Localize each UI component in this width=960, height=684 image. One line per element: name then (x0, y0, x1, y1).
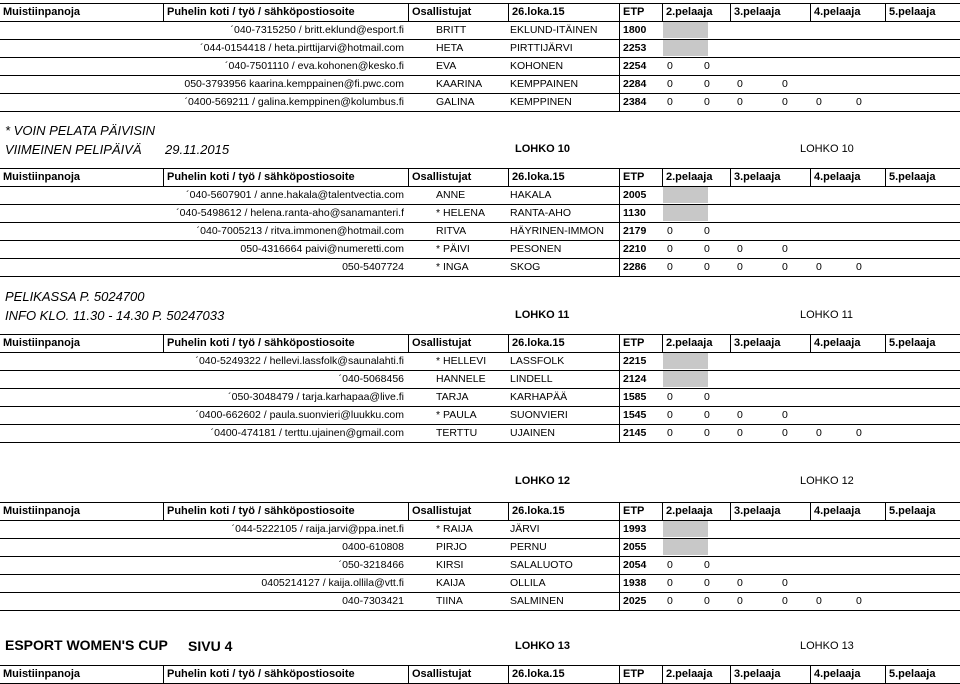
contact-cell: ´040-7005213 / ritva.immonen@hotmail.com (196, 225, 404, 237)
score-cell: 0 (816, 96, 822, 108)
first-name-cell: EVA (436, 60, 457, 72)
player-row[interactable] (0, 424, 960, 443)
header-row (0, 665, 960, 684)
notes-voin: * VOIN PELATA PÄIVISIN (5, 123, 156, 138)
first-name-cell: TARJA (436, 391, 469, 403)
score-cell: 0 (782, 243, 788, 255)
last-name-cell: EKLUND-ITÄINEN (510, 24, 598, 36)
header-p4: 4.pelaaja (810, 335, 885, 352)
header-osallistujat: Osallistujat (408, 503, 508, 520)
etp-cell: 1938 (619, 574, 666, 592)
score-cell: 0 (816, 261, 822, 273)
etp-cell: 1545 (619, 406, 666, 424)
contact-cell: ´044-5222105 / raija.jarvi@ppa.inet.fi (231, 523, 404, 535)
header-etp: ETP (619, 4, 662, 21)
header-puhelin: Puhelin koti / työ / sähköpostiosoite (163, 666, 408, 683)
player-row[interactable] (0, 57, 960, 76)
header-p2: 2.pelaaja (662, 503, 730, 520)
last-name-cell: OLLILA (510, 577, 546, 589)
etp-cell: 2253 (619, 39, 666, 57)
header-osallistujat: Osallistujat (408, 666, 508, 683)
score-cell: 0 (704, 427, 710, 439)
score-cell: 0 (856, 595, 862, 607)
lohko-label-right: LOHKO 13 (800, 640, 854, 652)
notes-pelikassa: PELIKASSA P. 5024700 (5, 289, 145, 304)
contact-cell: ´0400-474181 / terttu.ujainen@gmail.com (210, 427, 404, 439)
etp-cell: 1130 (619, 204, 666, 222)
first-name-cell: * PAULA (436, 409, 477, 421)
first-name-cell: PIRJO (436, 541, 467, 553)
header-muistiinpanoja: Muistiinpanoja (3, 337, 80, 349)
header-p5: 5.pelaaja (885, 4, 960, 21)
contact-cell: 0405214127 / kaija.ollila@vtt.fi (261, 577, 404, 589)
etp-cell: 2215 (619, 352, 666, 370)
score-cell: 0 (704, 261, 710, 273)
score-cell: 0 (704, 60, 710, 72)
header-etp: ETP (619, 335, 662, 352)
notes-viimeinen-label: VIIMEINEN PELIPÄIVÄ (5, 142, 142, 157)
first-name-cell: ANNE (436, 189, 466, 201)
contact-cell: ´040-5607901 / anne.hakala@talentvectia.com (186, 189, 404, 201)
etp-cell: 2055 (619, 538, 666, 556)
etp-cell: 2210 (619, 240, 666, 258)
lohko-label: LOHKO 12 (515, 475, 571, 487)
score-cell: 0 (667, 96, 673, 108)
last-name-cell: KOHONEN (510, 60, 564, 72)
last-name-cell: LASSFOLK (510, 355, 565, 367)
last-name-cell: SALALUOTO (510, 559, 573, 571)
score-cell: 0 (737, 409, 743, 421)
header-osallistujat: Osallistujat (408, 4, 508, 21)
etp-cell: 2145 (619, 424, 666, 442)
header-date: 26.loka.15 (508, 4, 619, 21)
header-p3: 3.pelaaja (730, 4, 810, 21)
contact-cell: ´040-7501110 / eva.kohonen@kesko.fi (225, 60, 404, 72)
doc-title: ESPORT WOMEN'S CUP (5, 637, 168, 653)
lohko-label-right: LOHKO 12 (800, 475, 854, 487)
score-cell: 0 (704, 559, 710, 571)
lohko-label-right: LOHKO 11 (800, 309, 853, 321)
score-cell: 0 (737, 243, 743, 255)
first-name-cell: * HELLEVI (436, 355, 487, 367)
first-name-cell: TERTTU (436, 427, 478, 439)
etp-cell: 2005 (619, 186, 666, 204)
header-p5: 5.pelaaja (885, 666, 960, 683)
score-cell: 0 (704, 409, 710, 421)
header-p2: 2.pelaaja (662, 666, 730, 683)
score-cell: 0 (667, 391, 673, 403)
empty-score-shade (663, 22, 708, 38)
last-name-cell: PIRTTIJÄRVI (510, 42, 573, 54)
lohko-label: LOHKO 10 (515, 143, 571, 155)
last-name-cell: UJAINEN (510, 427, 555, 439)
first-name-cell: * INGA (436, 261, 469, 273)
etp-cell: 1800 (619, 21, 666, 39)
etp-cell: 2284 (619, 75, 666, 93)
etp-cell: 2254 (619, 57, 666, 75)
score-cell: 0 (856, 96, 862, 108)
first-name-cell: * PÄIVI (436, 243, 470, 255)
first-name-cell: KAARINA (436, 78, 483, 90)
score-cell: 0 (856, 261, 862, 273)
player-row[interactable] (0, 93, 960, 112)
header-p2: 2.pelaaja (662, 335, 730, 352)
first-name-cell: * RAIJA (436, 523, 473, 535)
contact-cell: 0400-610808 (342, 541, 404, 553)
score-cell: 0 (737, 78, 743, 90)
player-row[interactable] (0, 258, 960, 277)
empty-score-shade (663, 205, 708, 221)
first-name-cell: HANNELE (436, 373, 486, 385)
header-puhelin: Puhelin koti / työ / sähköpostiosoite (163, 4, 408, 21)
player-row[interactable] (0, 240, 960, 259)
lohko-label: LOHKO 13 (515, 640, 571, 652)
score-cell: 0 (816, 427, 822, 439)
lohko-label-right: LOHKO 10 (800, 143, 854, 155)
score-cell: 0 (704, 243, 710, 255)
score-cell: 0 (737, 595, 743, 607)
notes-viimeinen-date: 29.11.2015 (165, 142, 230, 157)
score-cell: 0 (667, 60, 673, 72)
score-cell: 0 (704, 96, 710, 108)
contact-cell: 050-3793956 kaarina.kemppainen@fi.pwc.com (184, 78, 404, 90)
score-cell: 0 (704, 225, 710, 237)
contact-cell: ´040-5498612 / helena.ranta-aho@sanamanteri.f (176, 207, 404, 219)
first-name-cell: HETA (436, 42, 464, 54)
first-name-cell: TIINA (436, 595, 463, 607)
last-name-cell: KEMPPINEN (510, 96, 572, 108)
contact-cell: 050-4316664 paivi@numeretti.com (240, 243, 404, 255)
score-cell: 0 (856, 427, 862, 439)
first-name-cell: KIRSI (436, 559, 464, 571)
player-row[interactable] (0, 370, 960, 389)
last-name-cell: SALMINEN (510, 595, 564, 607)
header-p5: 5.pelaaja (885, 169, 960, 186)
header-p2: 2.pelaaja (662, 169, 730, 186)
last-name-cell: PESONEN (510, 243, 562, 255)
contact-cell: ´040-5068456 (338, 373, 404, 385)
player-row[interactable] (0, 186, 960, 205)
score-cell: 0 (737, 261, 743, 273)
first-name-cell: BRITT (436, 24, 467, 36)
etp-cell: 2179 (619, 222, 666, 240)
empty-score-shade (663, 353, 708, 369)
contact-cell: ´050-3218466 (338, 559, 404, 571)
header-date: 26.loka.15 (508, 169, 619, 186)
empty-score-shade (663, 187, 708, 203)
last-name-cell: KEMPPAINEN (510, 78, 579, 90)
contact-cell: 040-7303421 (342, 595, 404, 607)
last-name-cell: RANTA-AHO (510, 207, 572, 219)
score-cell: 0 (704, 595, 710, 607)
last-name-cell: JÄRVI (510, 523, 540, 535)
player-row[interactable] (0, 592, 960, 611)
contact-cell: ´0400-569211 / galina.kemppinen@kolumbus.fi (184, 96, 404, 108)
header-p4: 4.pelaaja (810, 666, 885, 683)
last-name-cell: LINDELL (510, 373, 553, 385)
score-cell: 0 (704, 577, 710, 589)
etp-cell: 2124 (619, 370, 666, 388)
header-row (0, 502, 960, 521)
last-name-cell: PERNU (510, 541, 547, 553)
contact-cell: ´040-7315250 / britt.eklund@esport.fi (230, 24, 404, 36)
header-date: 26.loka.15 (508, 666, 619, 683)
score-cell: 0 (667, 595, 673, 607)
empty-score-shade (663, 371, 708, 387)
player-row[interactable] (0, 556, 960, 575)
etp-cell: 2384 (619, 93, 666, 111)
score-cell: 0 (667, 261, 673, 273)
header-etp: ETP (619, 169, 662, 186)
last-name-cell: HAKALA (510, 189, 552, 201)
first-name-cell: GALINA (436, 96, 475, 108)
contact-cell: ´044-0154418 / heta.pirttijarvi@hotmail.com (200, 42, 404, 54)
header-osallistujat: Osallistujat (408, 335, 508, 352)
first-name-cell: KAIJA (436, 577, 466, 589)
player-row[interactable] (0, 204, 960, 223)
header-muistiinpanoja: Muistiinpanoja (3, 505, 80, 517)
header-p5: 5.pelaaja (885, 503, 960, 520)
header-row (0, 334, 960, 353)
last-name-cell: HÄYRINEN-IMMON (510, 225, 604, 237)
header-date: 26.loka.15 (508, 503, 619, 520)
header-osallistujat: Osallistujat (408, 169, 508, 186)
score-cell: 0 (704, 78, 710, 90)
last-name-cell: SKOG (510, 261, 541, 273)
header-p3: 3.pelaaja (730, 335, 810, 352)
header-p3: 3.pelaaja (730, 503, 810, 520)
etp-cell: 2054 (619, 556, 666, 574)
lohko-label: LOHKO 11 (515, 309, 570, 321)
score-cell: 0 (816, 595, 822, 607)
header-row (0, 3, 960, 22)
header-p5: 5.pelaaja (885, 335, 960, 352)
first-name-cell: RITVA (436, 225, 467, 237)
header-date: 26.loka.15 (508, 335, 619, 352)
score-cell: 0 (704, 391, 710, 403)
empty-score-shade (663, 539, 708, 555)
score-cell: 0 (782, 577, 788, 589)
etp-cell: 1993 (619, 520, 666, 538)
header-p2: 2.pelaaja (662, 4, 730, 21)
contact-cell: ´0400-662602 / paula.suonvieri@luukku.com (195, 409, 404, 421)
score-cell: 0 (737, 577, 743, 589)
page-number: SIVU 4 (188, 638, 233, 654)
etp-cell: 2286 (619, 258, 666, 276)
score-cell: 0 (667, 225, 673, 237)
header-muistiinpanoja: Muistiinpanoja (3, 171, 80, 183)
header-p4: 4.pelaaja (810, 4, 885, 21)
player-row[interactable] (0, 538, 960, 557)
header-puhelin: Puhelin koti / työ / sähköpostiosoite (163, 503, 408, 520)
notes-info: INFO KLO. 11.30 - 14.30 P. 50247033 (5, 308, 225, 323)
score-cell: 0 (667, 78, 673, 90)
score-cell: 0 (667, 243, 673, 255)
header-muistiinpanoja: Muistiinpanoja (3, 668, 80, 680)
header-p3: 3.pelaaja (730, 169, 810, 186)
header-etp: ETP (619, 503, 662, 520)
player-row[interactable] (0, 21, 960, 40)
score-cell: 0 (782, 261, 788, 273)
score-cell: 0 (782, 96, 788, 108)
etp-cell: 2025 (619, 592, 666, 610)
header-p3: 3.pelaaja (730, 666, 810, 683)
etp-cell: 1585 (619, 388, 666, 406)
first-name-cell: * HELENA (436, 207, 486, 219)
player-row[interactable] (0, 352, 960, 371)
header-puhelin: Puhelin koti / työ / sähköpostiosoite (163, 169, 408, 186)
header-row (0, 168, 960, 187)
header-puhelin: Puhelin koti / työ / sähköpostiosoite (163, 335, 408, 352)
player-row[interactable] (0, 75, 960, 94)
player-row[interactable] (0, 222, 960, 241)
player-row[interactable] (0, 520, 960, 539)
empty-score-shade (663, 40, 708, 56)
score-cell: 0 (782, 409, 788, 421)
contact-cell: 050-5407724 (342, 261, 404, 273)
score-cell: 0 (782, 595, 788, 607)
score-cell: 0 (782, 427, 788, 439)
player-row[interactable] (0, 574, 960, 593)
header-p4: 4.pelaaja (810, 169, 885, 186)
score-cell: 0 (667, 559, 673, 571)
score-cell: 0 (667, 409, 673, 421)
last-name-cell: KARHAPÄÄ (510, 391, 568, 403)
header-muistiinpanoja: Muistiinpanoja (3, 6, 80, 18)
header-p4: 4.pelaaja (810, 503, 885, 520)
header-etp: ETP (619, 666, 662, 683)
contact-cell: ´050-3048479 / tarja.karhapaa@live.fi (228, 391, 404, 403)
player-row[interactable] (0, 406, 960, 425)
last-name-cell: SUONVIERI (510, 409, 568, 421)
score-cell: 0 (667, 427, 673, 439)
player-row[interactable] (0, 39, 960, 58)
player-row[interactable] (0, 388, 960, 407)
score-cell: 0 (737, 96, 743, 108)
contact-cell: ´040-5249322 / hellevi.lassfolk@saunalahti.fi (195, 355, 404, 367)
score-cell: 0 (737, 427, 743, 439)
score-cell: 0 (667, 577, 673, 589)
empty-score-shade (663, 521, 708, 537)
score-cell: 0 (782, 78, 788, 90)
